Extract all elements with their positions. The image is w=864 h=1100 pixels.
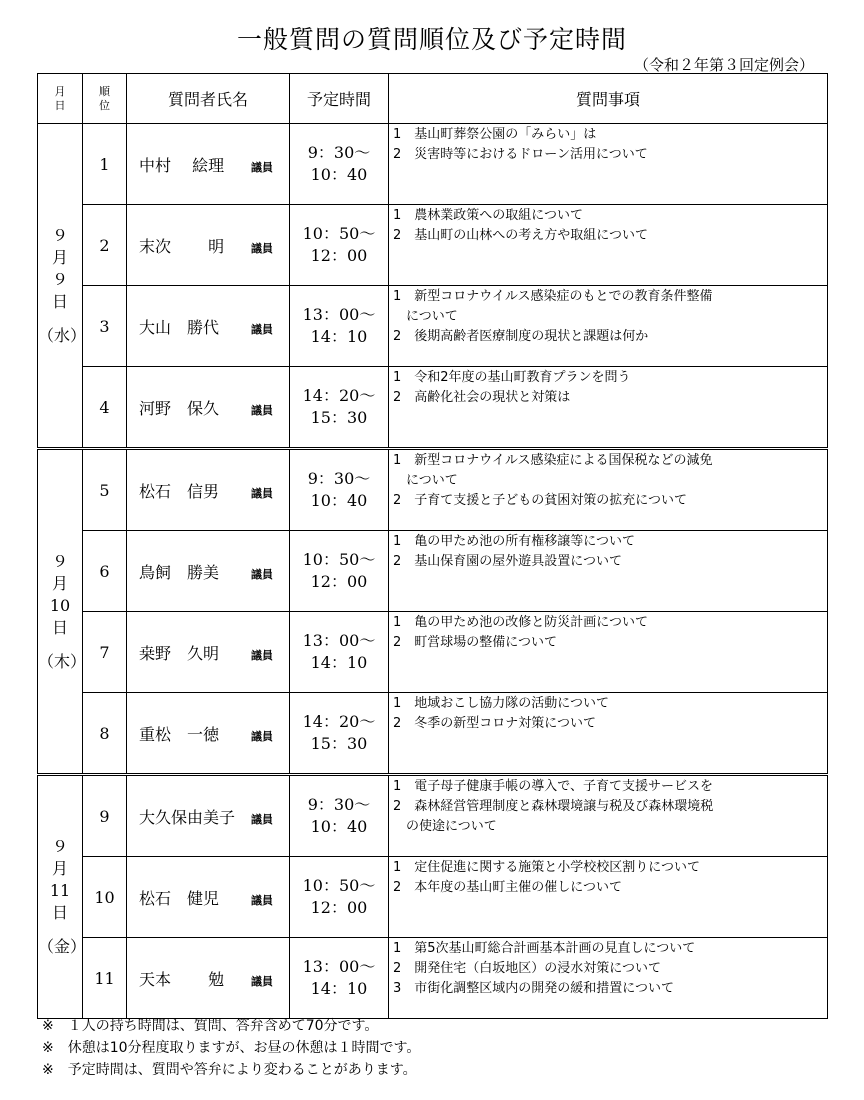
time-cell (290, 531, 389, 612)
order-cell: 4 (83, 367, 127, 449)
start-time: 13：00～ (302, 631, 376, 650)
start-time: 14：20～ (302, 386, 376, 405)
end-time: 14：10 (310, 327, 368, 346)
order-cell: 11 (83, 938, 127, 1019)
table-row (38, 124, 828, 205)
order-cell: 2 (83, 205, 127, 286)
end-time: 10：40 (310, 817, 368, 836)
topic-line: 1 定住促進に関する施策と小学校校区割りについて (393, 860, 701, 875)
topics-cell (389, 693, 828, 775)
questioner-title: 議員 (251, 241, 273, 255)
date-cell (38, 449, 87, 775)
topic-line: 2 基山保育園の屋外遊具設置について (393, 554, 623, 569)
start-time: 10：50～ (302, 550, 376, 569)
questioner-title: 議員 (251, 893, 273, 907)
topics-cell (389, 124, 828, 205)
end-time: 10：40 (310, 165, 368, 184)
schedule-table (37, 73, 828, 1019)
name-cell (127, 531, 290, 612)
topic-line: 2 高齢化社会の現状と対策は (393, 390, 571, 405)
questioner-title: 議員 (251, 729, 273, 743)
header-topics: 質問事項 (389, 74, 828, 124)
topics-cell (389, 286, 828, 367)
start-time: 10：50～ (302, 876, 376, 895)
topic-line: 1 亀の甲ため池の改修と防災計画について (393, 615, 649, 630)
topic-line: について (393, 473, 458, 488)
start-time: 13：00～ (302, 957, 376, 976)
table-row (38, 449, 828, 531)
questioner-title: 議員 (251, 322, 273, 336)
topic-line: の使途について (393, 819, 497, 834)
date-day: 10 (49, 595, 71, 615)
questioner-name: 松石 信男 (139, 481, 220, 501)
topic-line: 1 新型コロナウイルス感染症のもとでの教育条件整備 (393, 289, 713, 304)
time-cell (290, 124, 389, 205)
questioner-title: 議員 (251, 974, 273, 988)
topic-line: 1 新型コロナウイルス感染症による国保税などの減免 (393, 453, 713, 468)
date-month: ９ (51, 551, 68, 571)
topic-line: 2 本年度の基山町主催の催しについて (393, 880, 623, 895)
topic-line: 2 子育て支援と子どもの貧困対策の拡充について (393, 493, 688, 508)
date-day-unit: 日 (51, 291, 68, 311)
note-line: ※ 休憩は10分程度取りますが、お昼の休憩は１時間です。 (42, 1040, 421, 1056)
order-cell: 8 (83, 693, 127, 775)
questioner-name: 桒野 久明 (139, 643, 220, 663)
table-row (38, 367, 828, 449)
order-cell: 9 (83, 775, 127, 857)
questioner-title: 議員 (251, 648, 273, 662)
notes (42, 1015, 420, 1081)
weekday: （金） (38, 937, 87, 956)
table-row (38, 612, 828, 693)
topic-line: 2 開発住宅（白坂地区）の浸水対策について (393, 961, 662, 976)
start-time: 13：00～ (302, 305, 376, 324)
end-time: 12：00 (310, 572, 368, 591)
time-cell (290, 449, 389, 531)
questioner-name: 松石 健児 (139, 888, 220, 908)
name-cell (127, 938, 290, 1019)
topic-line: 1 基山町葬祭公園の「みらい」は (393, 127, 597, 142)
topic-line: 2 災害時等におけるドローン活用について (393, 147, 648, 162)
topic-line: 1 農林業政策への取組について (393, 208, 584, 223)
order-cell: 1 (83, 124, 127, 205)
questioner-name: 大山 勝代 (139, 317, 220, 337)
topics-cell (389, 938, 828, 1019)
questioner-name: 大久保由美子 (139, 807, 236, 827)
date-month-unit: 月 (51, 573, 68, 593)
name-cell (127, 286, 290, 367)
end-time: 15：30 (310, 734, 368, 753)
name-cell (127, 612, 290, 693)
questioner-name: 中村 絵理 (139, 155, 225, 175)
topics-cell (389, 531, 828, 612)
start-time: 9：30～ (307, 795, 371, 814)
header-date: 月 日 (38, 74, 83, 124)
topic-line: 1 地域おこし協力隊の活動について (393, 696, 610, 711)
name-cell (127, 693, 290, 775)
name-cell (127, 857, 290, 938)
table-row (38, 693, 828, 775)
time-cell (290, 286, 389, 367)
date-day: ９ (51, 269, 68, 289)
questioner-name: 重松 一徳 (139, 724, 220, 744)
questioner-title: 議員 (251, 486, 273, 500)
time-cell (290, 693, 389, 775)
end-time: 12：00 (310, 246, 368, 265)
topic-line: 1 令和2年度の基山町教育プランを問う (393, 370, 631, 385)
table-row (38, 857, 828, 938)
time-cell (290, 857, 389, 938)
header-order: 順 位 (83, 74, 127, 124)
name-cell (127, 205, 290, 286)
weekday: （木） (38, 651, 87, 671)
time-cell (290, 775, 389, 857)
date-day-unit: 日 (51, 617, 68, 637)
topic-line: 2 後期高齢者医療制度の現状と課題は何か (393, 329, 649, 344)
topic-line: 1 第5次基山町総合計画基本計画の見直しについて (393, 941, 696, 956)
date-month: ９ (51, 225, 68, 245)
topic-line: 2 基山町の山林への考え方や取組について (393, 228, 649, 243)
topics-cell (389, 612, 828, 693)
topics-cell (389, 775, 828, 857)
note-line: ※ １人の持ち時間は、質問、答弁含めて70分です。 (42, 1018, 379, 1034)
topic-line: 2 冬季の新型コロナ対策について (393, 716, 597, 731)
date-month-unit: 月 (51, 859, 68, 878)
topics-cell (389, 367, 828, 449)
questioner-title: 議員 (251, 812, 273, 826)
name-cell (127, 449, 290, 531)
topic-line: 1 亀の甲ため池の所有権移譲等について (393, 534, 636, 549)
topic-line: 1 電子母子健康手帳の導入で、子育て支援サービスを (393, 779, 714, 794)
table-row (38, 286, 828, 367)
questioner-title: 議員 (251, 567, 273, 581)
name-cell (127, 775, 290, 857)
date-cell (38, 124, 87, 449)
end-time: 12：00 (310, 898, 368, 917)
topic-line: 2 森林経営管理制度と森林環境譲与税及び森林環境税 (393, 799, 714, 814)
time-cell (290, 938, 389, 1019)
start-time: 9：30～ (307, 469, 371, 488)
questioner-title: 議員 (251, 403, 273, 417)
topic-line: 3 市街化調整区域内の開発の緩和措置について (393, 981, 675, 996)
document-subtitle: （令和２年第３回定例会） (633, 56, 814, 74)
document-title: 一般質問の質問順位及び予定時間 (236, 25, 627, 54)
order-cell: 5 (83, 449, 127, 531)
date-day-unit: 日 (51, 903, 68, 922)
schedule-body (38, 124, 828, 1019)
topics-cell (389, 857, 828, 938)
time-cell (290, 205, 389, 286)
order-cell: 7 (83, 612, 127, 693)
table-row (38, 531, 828, 612)
table-row (38, 775, 828, 857)
name-cell (127, 367, 290, 449)
questioner-name: 河野 保久 (139, 398, 220, 418)
time-cell (290, 367, 389, 449)
order-cell: 10 (83, 857, 127, 938)
topics-cell (389, 205, 828, 286)
topic-line: 2 町営球場の整備について (393, 635, 558, 650)
date-day: 11 (49, 881, 71, 900)
time-cell (290, 612, 389, 693)
name-cell (127, 124, 290, 205)
order-cell: 6 (83, 531, 127, 612)
questioner-name: 天本 勉 (139, 969, 225, 989)
table-row (38, 205, 828, 286)
topic-line: について (393, 309, 458, 324)
questioner-title: 議員 (251, 160, 273, 174)
weekday: （水） (38, 325, 87, 345)
start-time: 10：50～ (302, 224, 376, 243)
start-time: 14：20～ (302, 712, 376, 731)
questioner-name: 鳥飼 勝美 (139, 562, 220, 582)
end-time: 10：40 (310, 491, 368, 510)
date-cell (38, 775, 87, 1019)
header-name: 質問者氏名 (127, 74, 290, 124)
order-cell: 3 (83, 286, 127, 367)
end-time: 14：10 (310, 979, 368, 998)
start-time: 9：30～ (307, 143, 371, 162)
end-time: 15：30 (310, 408, 368, 427)
date-month: ９ (51, 837, 68, 856)
header-time: 予定時間 (290, 74, 389, 124)
table-header-row (38, 74, 828, 124)
table-row (38, 938, 828, 1019)
note-line: ※ 予定時間は、質問や答弁により変わることがあります。 (42, 1062, 417, 1078)
questioner-name: 末次 明 (139, 236, 225, 256)
end-time: 14：10 (310, 653, 368, 672)
topics-cell (389, 449, 828, 531)
date-month-unit: 月 (51, 247, 68, 267)
